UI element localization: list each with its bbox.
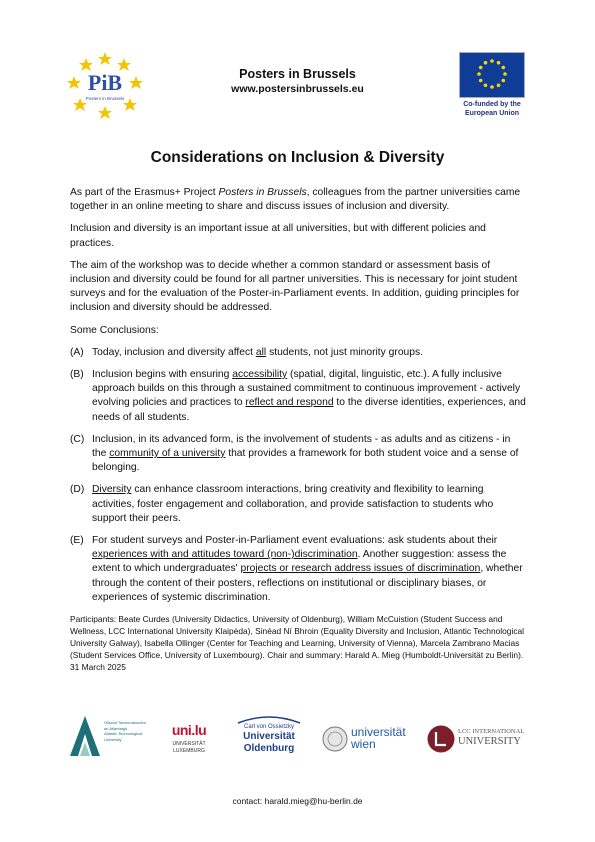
- item-label: (D): [70, 484, 85, 496]
- header-title: Posters in Brussels: [239, 67, 356, 81]
- lcc-line2: UNIVERSITY: [458, 736, 521, 747]
- posters-in-brussels-logo: [66, 50, 144, 122]
- item-label: (E): [70, 535, 84, 547]
- text-run: Inclusion begins with ensuring: [92, 369, 233, 381]
- item-text: [92, 368, 526, 425]
- oldenburg-line3: Oldenburg: [243, 743, 295, 754]
- item-label: (C): [70, 433, 85, 445]
- conclusion-item-b: [70, 368, 526, 425]
- header-url: www.postersinbrussels.eu: [231, 83, 364, 95]
- underlined-term: all: [255, 346, 267, 358]
- intro-paragraph: [70, 186, 526, 214]
- conclusions-heading: Some Conclusions:: [70, 324, 159, 336]
- text-run: , whether through the content of their posters, reflections on institutional or disciplinary biases, or experiences of systemic discrimination.: [92, 563, 523, 603]
- underlined-term: reflect and respond: [245, 397, 334, 409]
- eu-cofunded-block: [456, 52, 528, 118]
- item-text: [92, 483, 526, 526]
- lcc-emblem-icon: [427, 725, 455, 753]
- text-run: Today, inclusion and diversity affect: [92, 346, 256, 358]
- text-run: For student surveys and Poster-in-Parliament event evaluations: ask students about their: [92, 535, 498, 547]
- unilu-line2: LUXEMBURG: [173, 747, 205, 754]
- underlined-term: accessibility: [232, 369, 288, 381]
- unilu-line1: UNIVERSITÄT: [172, 741, 206, 747]
- project-name: Posters in Brussels: [218, 187, 307, 198]
- conclusion-item-a: [70, 346, 526, 360]
- participants-note: Participants: Beate Curdes (University Didactics, University of Oldenburg), William McCuistion (Student Success and Wellness, LCC International University Klaipėda), Sinéad Ní Bhroin (Equality Diversity and Inclusion, Atlantic Technological University Galway), Isabella Ollinger (Center for Teaching and Learning, University of Vienna), Marcela Zambrano Macias (Student Services Office, University of Luxembourg). Chair and summary: Harald A. Mieg (Humboldt-Universität zu Berlin). 31 March 2025: [70, 614, 525, 673]
- paragraph-3: The aim of the workshop was to decide whether a common standard or assessment basis of inclusion and diversity could be found for all partner universities. This is necessary for joint student surveys and for the evaluation of the Poster-in-Parliament events. In addition, guiding principles for inclusion and diversity should be addressed.: [70, 259, 520, 314]
- uni-wien-logo: [322, 712, 412, 764]
- text-run: can enhance classroom interactions, bring creativity and flexibility to learning activities, foster engagement and collaboration, and provide satisfaction to students who support their peers.: [92, 484, 494, 524]
- underlined-term: community of a university: [109, 448, 226, 460]
- item-text: [92, 433, 526, 476]
- pib-logo-text: PiB: [87, 70, 123, 95]
- lcc-line1: LCC INTERNATIONAL: [458, 728, 525, 735]
- header-center: [190, 66, 405, 96]
- oldenburg-line1: Carl von Ossietzky: [243, 724, 294, 730]
- wien-seal-icon: [322, 726, 348, 752]
- item-label: (B): [70, 369, 84, 381]
- conclusion-item-c: [70, 433, 526, 476]
- contact-email[interactable]: contact: harald.mieg@hu-berlin.de: [232, 796, 363, 806]
- text-run: . Another suggestion: assess the extent to which undergraduates': [92, 549, 507, 575]
- eu-text-line2: European Union: [464, 109, 520, 117]
- text-run: students, not just minority groups.: [266, 346, 424, 358]
- underlined-term: experiences with and attitudes toward (non-)discrimination: [92, 549, 358, 561]
- atu-text: Ollscoil Teicneolaíochta an Atlantaigh Atlantic Technological University: [104, 720, 146, 742]
- wien-line1: universität: [351, 725, 406, 739]
- text-run: Inclusion, in its advanced form, is the involvement of students - as adults and as citizens - in the: [92, 433, 511, 460]
- unilu-mark: uni.lu: [171, 722, 207, 738]
- conclusion-item-d: [70, 483, 526, 526]
- underlined-term: projects or research address issues of discrimination: [240, 563, 481, 575]
- atu-a-icon: [70, 716, 100, 756]
- item-text: [92, 346, 526, 360]
- eu-flag-icon: [459, 52, 525, 98]
- text-run: to the diverse identities, experiences, and needs of all students.: [92, 397, 526, 423]
- text-run: that provides a framework for both student voice and a sense of belonging.: [92, 448, 519, 474]
- document-title: Considerations on Inclusion & Diversity: [150, 149, 445, 166]
- lcc-logo: [427, 712, 531, 764]
- pib-logo-subtext: Posters in Brussels: [85, 96, 125, 101]
- paragraph-2: Inclusion and diversity is an important issue at all universities, but with different policies and practices.: [70, 223, 486, 249]
- item-text: [92, 534, 526, 605]
- conclusion-item-e: [70, 534, 526, 605]
- underlined-term: Diversity: [92, 484, 132, 496]
- document-body: [70, 186, 526, 673]
- text-run: (spatial, digital, linguistic, etc.). A fully inclusive approach builds on this through a sustained commitment to continuous improvement - actively evolving policies and practices to: [92, 369, 521, 409]
- oldenburg-logo: [234, 712, 304, 764]
- eu-text-line1: Co-funded by the: [463, 101, 521, 108]
- intro-text-end: , colleagues from the partner universities came together in an online meeting to share and discuss issues of inclusion and diversity.: [70, 187, 521, 213]
- unilu-logo: [166, 712, 212, 764]
- oldenburg-line2: Universität: [243, 731, 295, 742]
- oldenburg-arc-icon: [236, 714, 302, 724]
- intro-text-start: As part of the Erasmus+ Project: [70, 187, 219, 198]
- atu-logo: [70, 712, 148, 764]
- item-label: (A): [70, 346, 84, 358]
- wien-line2: wien: [351, 737, 376, 751]
